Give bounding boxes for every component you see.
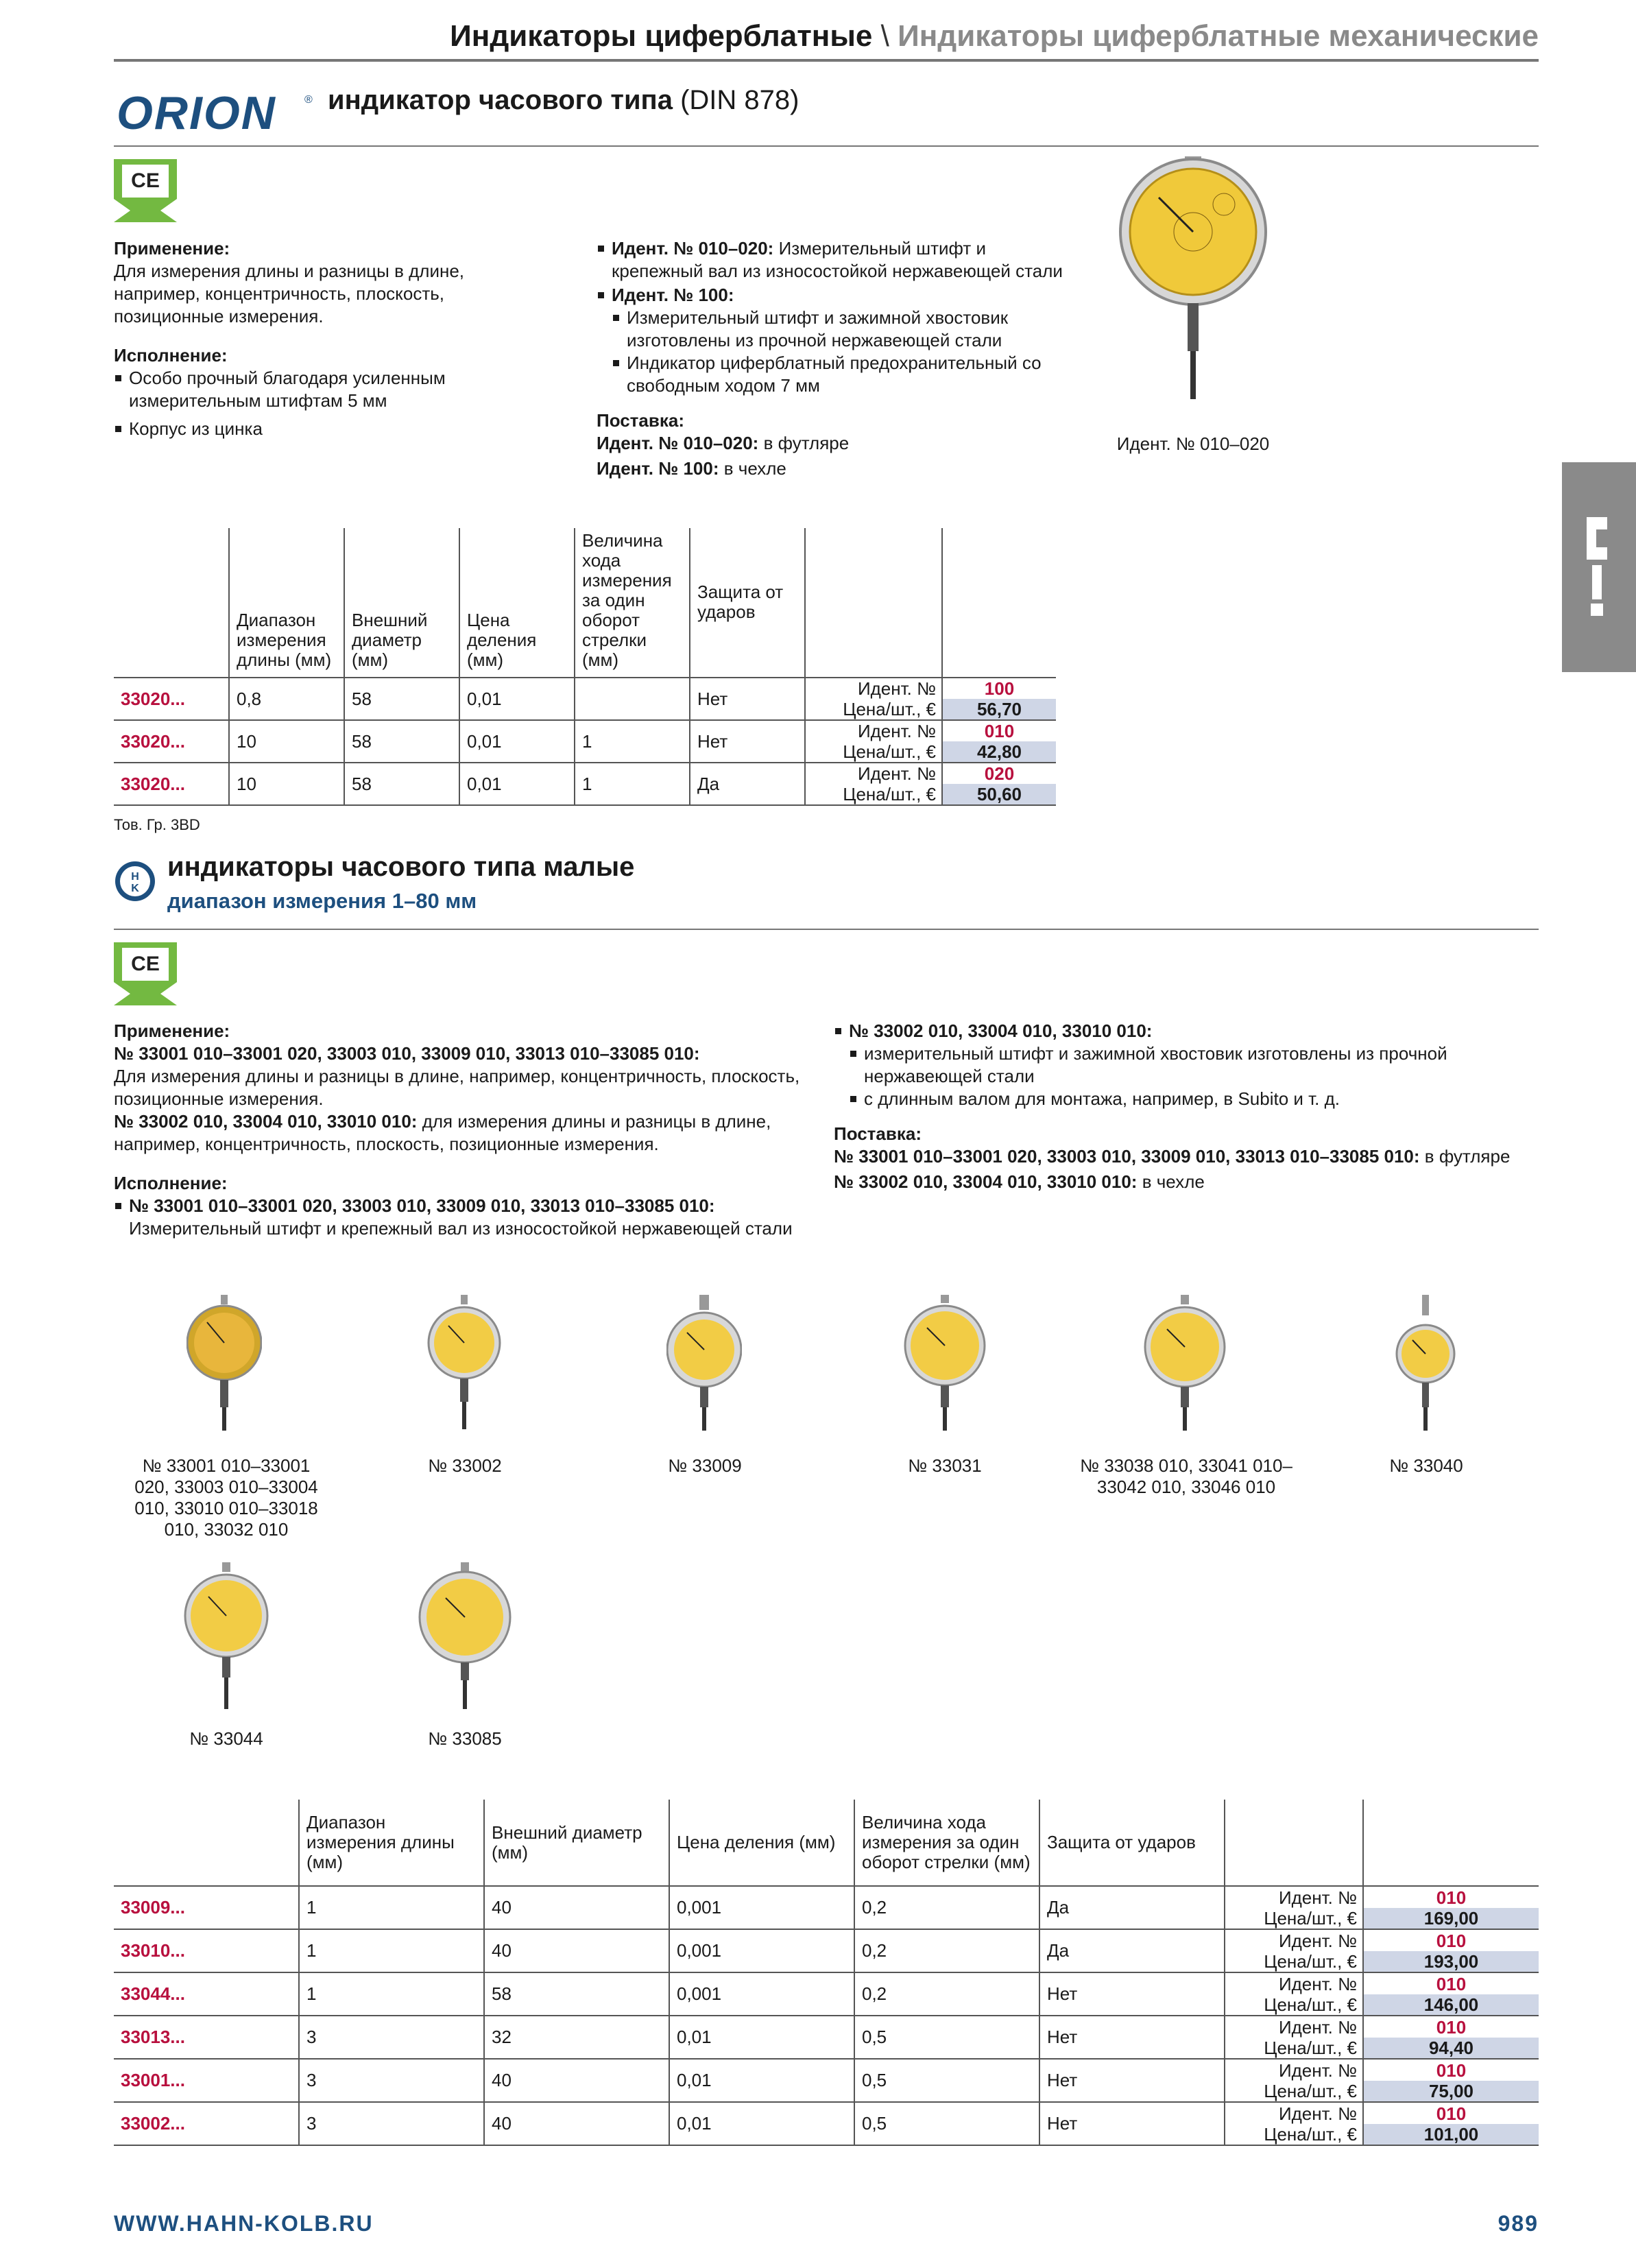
table-header: Диапазон измерения длины (мм)	[229, 528, 344, 678]
table-header: Внешний диаметр (мм)	[484, 1800, 669, 1886]
image-caption: № 33038 010, 33041 010–33042 010, 33046 010	[1080, 1455, 1292, 1497]
section1-title: индикатор часового типа (DIN 878)	[328, 85, 799, 115]
chapter-tab	[1562, 462, 1636, 672]
table-header: Диапазон измерения длины (мм)	[299, 1800, 484, 1886]
product-image-dial-indicator	[1111, 156, 1275, 420]
table-header: Защита от ударов	[1039, 1800, 1225, 1886]
table-header: Внешний диаметр (мм)	[344, 528, 459, 678]
section2-table	[114, 1800, 1539, 2146]
image-caption: № 33085	[428, 1728, 502, 1749]
table-header: Величина хода измерения за один оборот стрелки (мм)	[854, 1800, 1039, 1886]
hk-logo-icon	[114, 860, 156, 906]
product-image-33002	[426, 1295, 502, 1435]
table-row: 33044... 1 58 0,001 0,2 Нет Идент. № Цена/шт., € 010 146,00	[114, 1972, 1539, 2016]
section1-table	[114, 528, 1056, 806]
table-row: 33001... 3 40 0,01 0,5 Нет Идент. № Цена/шт., € 010 75,00	[114, 2059, 1539, 2102]
ce-mark-icon: CE	[114, 159, 177, 222]
image-caption: № 33031	[908, 1455, 982, 1476]
product-image-33031	[904, 1295, 986, 1435]
table-header: Защита от ударов	[690, 528, 805, 678]
product-image-33040	[1395, 1295, 1456, 1435]
product-image-33038	[1144, 1295, 1226, 1435]
table-row: 33020... 10 58 0,01 1 Да Идент. № Цена/шт., € 020 50,60	[114, 763, 1056, 805]
product-image-33044	[184, 1562, 269, 1717]
table-row: 33010... 1 40 0,001 0,2 Да Идент. № Цена/шт., € 010 193,00	[114, 1929, 1539, 1972]
section2-details: № 33002 010, 33004 010, 33010 010: измерительный штифт и зажимной хвостовик изготовлены из прочной нержавеющей стали с длинным валом для монтажа, например, в Subito и т. д. Поставка: № 33001 010–33001 020, 33003 010, 33009 010, 33013 010–33085 010: в футляре № 33002 010, 33004 010, 33010 010: в чехле	[834, 1020, 1540, 1193]
section2-title: индикаторы часового типа малые	[167, 852, 635, 882]
table-row: 33002... 3 40 0,01 0,5 Нет Идент. № Цена/шт., € 010 101,00	[114, 2102, 1539, 2145]
table-row: 33020... 0,8 58 0,01 Нет Идент. № Цена/шт., € 100 56,70	[114, 678, 1056, 720]
image-caption: № 33009	[668, 1455, 742, 1476]
svg-text:H: H	[131, 871, 139, 883]
section1-details: Идент. № 010–020: Измерительный штифт и крепежный вал из износостойкой нержавеющей стали Идент. № 100: Измерительный штифт и зажимной хвостовик изготовлены из прочной нержавеющей стали Индикатор циферблатный предохранительный со свободным ходом 7 мм Поставка: Идент. № 010–020: в футляре Идент. № 100: в чехле	[597, 237, 1076, 480]
svg-text:K: K	[131, 883, 139, 894]
table-header: Величина хода измерения за один оборот стрелки (мм)	[575, 528, 690, 678]
ce-mark-icon: CE	[114, 942, 177, 1005]
header-rule	[114, 59, 1539, 62]
header-separator: \	[880, 19, 889, 53]
image-caption: № 33044	[189, 1728, 263, 1749]
table-header: Цена деления (мм)	[669, 1800, 854, 1886]
section2-application: Применение: № 33001 010–33001 020, 33003 010, 33009 010, 33013 010–33085 010: Для измерения длины и разницы в длине, например, концентричность, плоскость, позиционные измерения. № 33002 010, 33004 010, 33010 010: для измерения длины и разницы в длине, например, концентричность, плоскость, позиционные измерения. Исполнение: № 33001 010–33001 020, 33003 010, 33009 010, 33013 010–33085 010: Измерительный штифт и крепежный вал из износостойкой нержавеющей стали	[114, 1020, 827, 1240]
header-subcategory: Индикаторы циферблатные механические	[898, 19, 1539, 53]
image-caption: № 33040	[1389, 1455, 1463, 1476]
section1-rule	[114, 145, 1539, 147]
page-header	[450, 19, 1539, 53]
product-image-33085	[417, 1562, 513, 1717]
table-row: 33020... 10 58 0,01 1 Нет Идент. № Цена/шт., € 010 42,80	[114, 720, 1056, 763]
table-header: Цена деления (мм)	[459, 528, 575, 678]
product-image-33009	[666, 1295, 742, 1435]
product-image-33001	[187, 1295, 262, 1435]
footer-url[interactable]: WWW.HAHN-KOLB.RU	[114, 2211, 374, 2236]
goods-group: Тов. Гр. 3BD	[114, 816, 200, 833]
image-caption: № 33001 010–33001 020, 33003 010–33004 010, 33010 010–33018 010, 33032 010	[134, 1455, 318, 1540]
section1-application: Применение: Для измерения длины и разницы в длине, например, концентричность, плоскость, позиционные измерения. Исполнение: Особо прочный благодаря усиленным измерительным штифтам 5 мм Корпус из цинка	[114, 237, 553, 440]
table-row: 33009... 1 40 0,001 0,2 Да Идент. № Цена/шт., € 010 169,00	[114, 1886, 1539, 1929]
svg-text:ORION: ORION	[117, 88, 276, 137]
section2-rule	[114, 929, 1539, 930]
product-image-caption: Идент. № 010–020	[1116, 433, 1270, 454]
page-number: 989	[1497, 2211, 1539, 2236]
orion-logo	[114, 88, 317, 141]
section2-subtitle: диапазон измерения 1–80 мм	[167, 889, 477, 913]
header-category: Индикаторы циферблатные	[450, 19, 873, 53]
table-row: 33013... 3 32 0,01 0,5 Нет Идент. № Цена/шт., € 010 94,40	[114, 2016, 1539, 2059]
svg-text:®: ®	[304, 94, 313, 106]
image-caption: № 33002	[428, 1455, 502, 1476]
